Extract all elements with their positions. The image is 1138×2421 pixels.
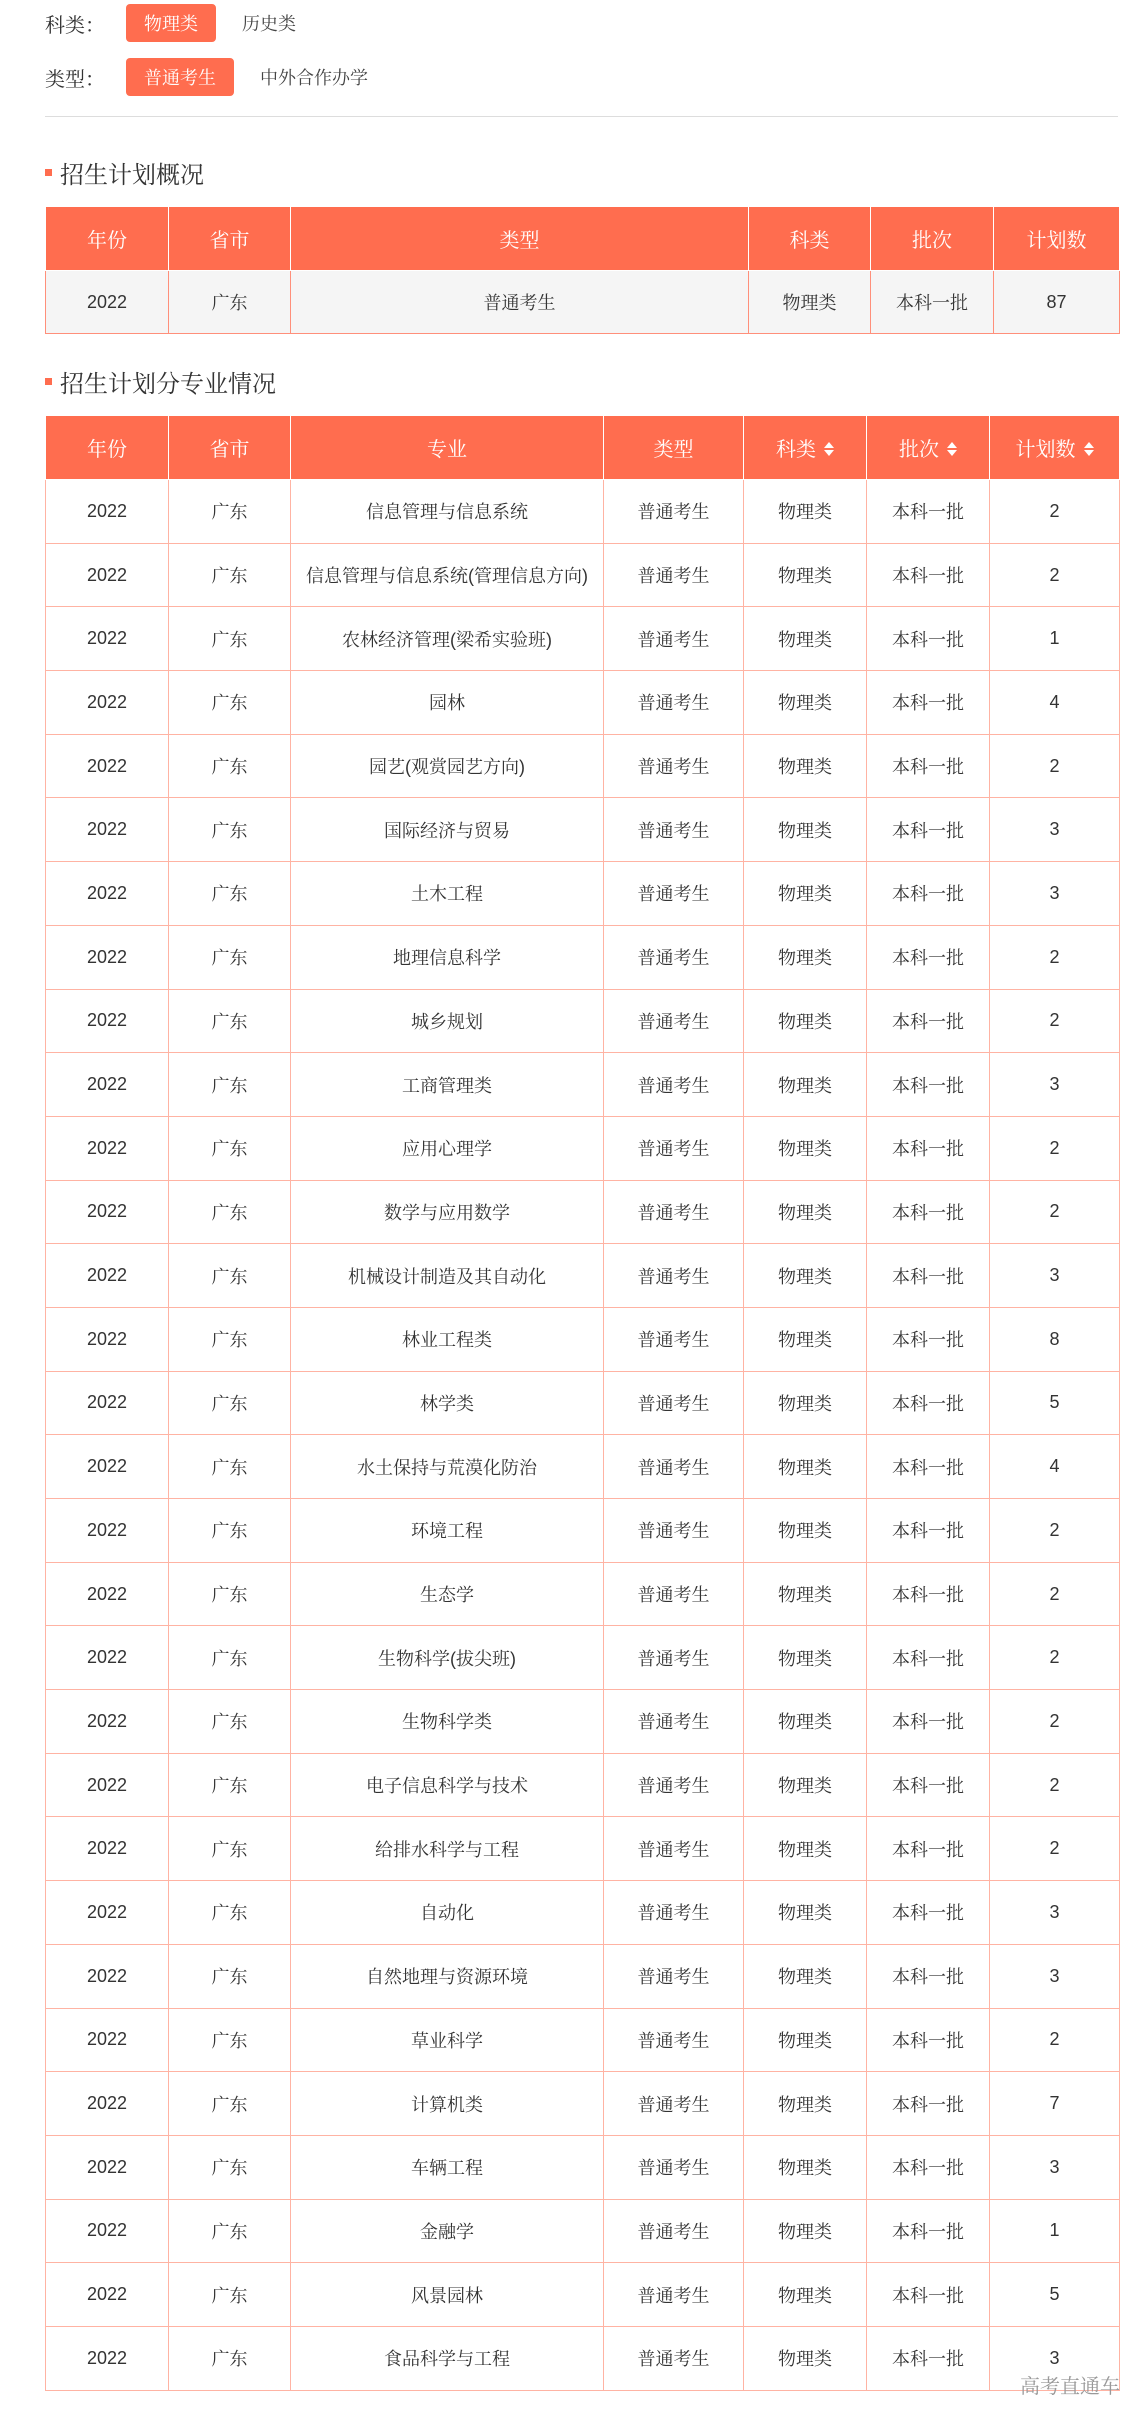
majors-header-label: 类型 [653, 439, 694, 461]
table-cell: 物理类 [744, 2135, 867, 2199]
table-cell: 普通考生 [604, 1371, 744, 1435]
table-cell: 4 [990, 1435, 1120, 1499]
table-cell: 普通考生 [604, 2199, 744, 2263]
table-cell: 广东 [169, 1817, 291, 1881]
table-cell: 普通考生 [604, 1499, 744, 1563]
table-cell: 2022 [46, 1817, 169, 1881]
table-cell: 2 [990, 1690, 1120, 1754]
table-cell: 机械设计制造及其自动化 [291, 1244, 604, 1308]
table-cell: 广东 [169, 1244, 291, 1308]
table-cell: 广东 [169, 1435, 291, 1499]
table-cell: 物理类 [744, 1371, 867, 1435]
table-row [46, 1690, 1120, 1754]
table-row [46, 1244, 1120, 1308]
table-cell: 本科一批 [867, 1435, 990, 1499]
table-cell: 广东 [169, 2008, 291, 2072]
majors-header-label: 专业 [427, 439, 467, 461]
overview-table [45, 206, 1120, 334]
majors-header-label: 批次 [899, 439, 939, 461]
table-cell: 2 [990, 480, 1120, 544]
table-cell: 本科一批 [867, 1499, 990, 1563]
majors-header-label: 科类 [776, 439, 816, 461]
table-cell: 普通考生 [604, 2263, 744, 2327]
table-cell: 2022 [46, 1307, 169, 1371]
majors-title-text: 招生计划分专业情况 [60, 371, 276, 398]
table-cell: 2022 [46, 1371, 169, 1435]
table-row [46, 925, 1120, 989]
table-cell: 应用心理学 [291, 1116, 604, 1180]
table-cell: 普通考生 [604, 2135, 744, 2199]
majors-header-label: 省市 [209, 439, 250, 461]
table-cell: 广东 [169, 1626, 291, 1690]
table-cell: 园林 [291, 671, 604, 735]
table-cell: 普通考生 [604, 1626, 744, 1690]
table-cell: 普通考生 [604, 798, 744, 862]
table-cell: 2022 [46, 2135, 169, 2199]
table-cell: 广东 [169, 480, 291, 544]
table-cell: 物理类 [744, 1435, 867, 1499]
table-cell: 普通考生 [604, 480, 744, 544]
table-cell: 物理类 [749, 271, 871, 334]
table-cell: 普通考生 [604, 862, 744, 926]
table-cell: 普通考生 [604, 543, 744, 607]
table-row [46, 2135, 1120, 2199]
table-cell: 2022 [46, 2326, 169, 2390]
table-cell: 2022 [46, 271, 169, 334]
table-cell: 普通考生 [604, 1881, 744, 1945]
table-cell: 自动化 [291, 1881, 604, 1945]
table-cell: 5 [990, 2263, 1120, 2327]
table-cell: 本科一批 [867, 1881, 990, 1945]
table-cell: 本科一批 [867, 480, 990, 544]
table-cell: 3 [990, 798, 1120, 862]
table-cell: 2 [990, 1116, 1120, 1180]
table-cell: 普通考生 [604, 734, 744, 798]
table-cell: 2022 [46, 1881, 169, 1945]
sort-arrows-icon[interactable] [824, 440, 834, 458]
overview-header-5 [994, 207, 1120, 271]
table-cell: 2 [990, 734, 1120, 798]
table-cell: 信息管理与信息系统(管理信息方向) [291, 543, 604, 607]
table-cell: 普通考生 [604, 671, 744, 735]
table-cell: 广东 [169, 1944, 291, 2008]
table-cell: 物理类 [744, 1626, 867, 1690]
overview-header-0 [46, 207, 169, 271]
table-row [46, 734, 1120, 798]
table-cell: 物理类 [744, 607, 867, 671]
table-cell: 本科一批 [867, 798, 990, 862]
table-cell: 土木工程 [291, 862, 604, 926]
table-row [46, 1307, 1120, 1371]
table-cell: 食品科学与工程 [291, 2326, 604, 2390]
table-cell: 林业工程类 [291, 1307, 604, 1371]
table-cell: 广东 [169, 1753, 291, 1817]
overview-header-3 [749, 207, 871, 271]
table-cell: 本科一批 [867, 2199, 990, 2263]
overview-header-4 [871, 207, 994, 271]
table-cell: 本科一批 [867, 1053, 990, 1117]
table-row [46, 1626, 1120, 1690]
table-cell: 本科一批 [867, 2326, 990, 2390]
table-cell: 普通考生 [604, 607, 744, 671]
table-cell: 本科一批 [867, 2135, 990, 2199]
table-cell: 普通考生 [604, 1180, 744, 1244]
table-cell: 广东 [169, 2135, 291, 2199]
table-cell: 普通考生 [604, 1944, 744, 2008]
table-row [46, 1116, 1120, 1180]
table-cell: 物理类 [744, 1116, 867, 1180]
table-cell: 物理类 [744, 1562, 867, 1626]
table-cell: 本科一批 [867, 925, 990, 989]
overview-header-label: 科类 [789, 230, 830, 252]
majors-header-3 [604, 416, 744, 480]
majors-header-6[interactable] [990, 416, 1120, 480]
table-cell: 1 [990, 607, 1120, 671]
table-cell: 环境工程 [291, 1499, 604, 1563]
table-cell: 广东 [169, 1499, 291, 1563]
table-cell: 普通考生 [604, 1753, 744, 1817]
table-cell: 4 [990, 671, 1120, 735]
overview-section-title [45, 155, 204, 190]
table-cell: 2022 [46, 2263, 169, 2327]
table-cell: 广东 [169, 925, 291, 989]
table-cell: 本科一批 [867, 1817, 990, 1881]
table-cell: 2022 [46, 480, 169, 544]
table-cell: 普通考生 [604, 925, 744, 989]
type-option-regular[interactable]: 普通考生 [126, 58, 234, 96]
table-cell: 普通考生 [291, 271, 749, 334]
table-cell: 2022 [46, 1944, 169, 2008]
majors-header-label: 年份 [87, 439, 127, 461]
table-cell: 物理类 [744, 1053, 867, 1117]
table-row [46, 271, 1120, 334]
table-cell: 广东 [169, 989, 291, 1053]
table-cell: 普通考生 [604, 989, 744, 1053]
table-row [46, 2199, 1120, 2263]
table-cell: 本科一批 [867, 989, 990, 1053]
table-row [46, 862, 1120, 926]
table-cell: 广东 [169, 2263, 291, 2327]
majors-header-5[interactable] [867, 416, 990, 480]
table-row [46, 989, 1120, 1053]
table-row [46, 671, 1120, 735]
table-cell: 2022 [46, 543, 169, 607]
majors-header-1 [169, 416, 291, 480]
overview-header-row [46, 207, 1120, 271]
table-cell: 自然地理与资源环境 [291, 1944, 604, 2008]
table-cell: 广东 [169, 1180, 291, 1244]
table-cell: 物理类 [744, 1180, 867, 1244]
subject-filter [45, 4, 322, 42]
table-cell: 广东 [169, 2199, 291, 2263]
table-cell: 2 [990, 1562, 1120, 1626]
majors-header-row [46, 416, 1120, 480]
table-cell: 生态学 [291, 1562, 604, 1626]
table-cell: 2 [990, 1626, 1120, 1690]
table-cell: 2022 [46, 734, 169, 798]
subject-option-history[interactable]: 历史类 [242, 14, 296, 34]
table-cell: 2022 [46, 798, 169, 862]
table-cell: 物理类 [744, 989, 867, 1053]
table-cell: 2022 [46, 1116, 169, 1180]
overview-header-2 [291, 207, 749, 271]
table-row [46, 480, 1120, 544]
table-cell: 本科一批 [871, 271, 994, 334]
table-cell: 物理类 [744, 543, 867, 607]
table-cell: 2022 [46, 607, 169, 671]
table-cell: 广东 [169, 2072, 291, 2136]
table-cell: 本科一批 [867, 734, 990, 798]
table-cell: 2022 [46, 925, 169, 989]
table-cell: 物理类 [744, 1244, 867, 1308]
table-row [46, 2072, 1120, 2136]
table-cell: 物理类 [744, 671, 867, 735]
table-cell: 本科一批 [867, 2008, 990, 2072]
table-cell: 5 [990, 1371, 1120, 1435]
table-row [46, 1881, 1120, 1945]
table-cell: 物理类 [744, 2072, 867, 2136]
table-cell: 本科一批 [867, 1944, 990, 2008]
table-cell: 广东 [169, 798, 291, 862]
table-cell: 2022 [46, 2008, 169, 2072]
overview-header-label: 省市 [209, 230, 250, 252]
table-cell: 2 [990, 2008, 1120, 2072]
table-cell: 园艺(观赏园艺方向) [291, 734, 604, 798]
table-cell: 林学类 [291, 1371, 604, 1435]
table-cell: 广东 [169, 1371, 291, 1435]
table-cell: 物理类 [744, 925, 867, 989]
table-cell: 本科一批 [867, 1626, 990, 1690]
overview-header-1 [169, 207, 291, 271]
table-cell: 87 [994, 271, 1120, 334]
overview-title-text: 招生计划概况 [60, 162, 204, 189]
table-cell: 普通考生 [604, 1116, 744, 1180]
table-row [46, 1371, 1120, 1435]
table-cell: 本科一批 [867, 2263, 990, 2327]
type-option-sino-foreign[interactable]: 中外合作办学 [260, 68, 368, 88]
table-cell: 2022 [46, 1753, 169, 1817]
table-cell: 广东 [169, 1053, 291, 1117]
overview-header-label: 批次 [912, 230, 952, 252]
table-cell: 广东 [169, 1116, 291, 1180]
table-cell: 物理类 [744, 1944, 867, 2008]
table-cell: 广东 [169, 543, 291, 607]
table-cell: 物理类 [744, 1499, 867, 1563]
table-cell: 物理类 [744, 2263, 867, 2327]
table-cell: 本科一批 [867, 671, 990, 735]
table-row [46, 1753, 1120, 1817]
table-cell: 2 [990, 925, 1120, 989]
table-cell: 2 [990, 1180, 1120, 1244]
table-cell: 物理类 [744, 862, 867, 926]
table-cell: 本科一批 [867, 1307, 990, 1371]
table-cell: 3 [990, 1244, 1120, 1308]
table-cell: 2 [990, 1753, 1120, 1817]
type-filter [45, 58, 394, 96]
majors-header-2 [291, 416, 604, 480]
majors-section-title [45, 364, 276, 399]
table-cell: 物理类 [744, 1817, 867, 1881]
table-cell: 2022 [46, 1499, 169, 1563]
filter-divider [45, 116, 1118, 117]
table-cell: 本科一批 [867, 1562, 990, 1626]
table-row [46, 1435, 1120, 1499]
table-cell: 2022 [46, 1626, 169, 1690]
table-row [46, 2263, 1120, 2327]
majors-table [45, 415, 1120, 2391]
table-cell: 2022 [46, 1053, 169, 1117]
table-cell: 物理类 [744, 1881, 867, 1945]
watermark: 高考直通车 [1020, 2376, 1120, 2398]
majors-header-label: 计划数 [1015, 439, 1076, 461]
table-cell: 3 [990, 2326, 1120, 2390]
table-row [46, 607, 1120, 671]
table-cell: 广东 [169, 607, 291, 671]
section-marker-icon [45, 169, 52, 176]
table-cell: 本科一批 [867, 1244, 990, 1308]
table-cell: 国际经济与贸易 [291, 798, 604, 862]
table-cell: 3 [990, 1944, 1120, 2008]
table-cell: 3 [990, 1053, 1120, 1117]
table-cell: 8 [990, 1307, 1120, 1371]
table-row [46, 2008, 1120, 2072]
table-row [46, 1053, 1120, 1117]
majors-header-4[interactable] [744, 416, 867, 480]
table-cell: 信息管理与信息系统 [291, 480, 604, 544]
table-cell: 普通考生 [604, 1307, 744, 1371]
table-cell: 广东 [169, 671, 291, 735]
table-row [46, 1499, 1120, 1563]
table-row [46, 1180, 1120, 1244]
table-cell: 3 [990, 862, 1120, 926]
table-cell: 2 [990, 989, 1120, 1053]
overview-header-label: 类型 [499, 230, 540, 252]
table-cell: 2022 [46, 2072, 169, 2136]
table-cell: 广东 [169, 862, 291, 926]
table-cell: 车辆工程 [291, 2135, 604, 2199]
table-cell: 2022 [46, 1244, 169, 1308]
table-cell: 物理类 [744, 2008, 867, 2072]
table-cell: 本科一批 [867, 1690, 990, 1754]
table-cell: 2 [990, 543, 1120, 607]
table-cell: 本科一批 [867, 1753, 990, 1817]
table-cell: 广东 [169, 1881, 291, 1945]
table-row [46, 1817, 1120, 1881]
table-cell: 农林经济管理(梁希实验班) [291, 607, 604, 671]
table-cell: 给排水科学与工程 [291, 1817, 604, 1881]
subject-filter-label: 科类： [45, 14, 105, 37]
table-row [46, 798, 1120, 862]
table-cell: 物理类 [744, 480, 867, 544]
overview-header-label: 计划数 [1026, 230, 1087, 252]
table-cell: 计算机类 [291, 2072, 604, 2136]
table-cell: 本科一批 [867, 1116, 990, 1180]
table-cell: 物理类 [744, 1307, 867, 1371]
table-cell: 普通考生 [604, 2072, 744, 2136]
table-cell: 生物科学类 [291, 1690, 604, 1754]
table-cell: 普通考生 [604, 1435, 744, 1499]
section-marker-icon [45, 378, 52, 385]
table-cell: 草业科学 [291, 2008, 604, 2072]
table-cell: 3 [990, 1881, 1120, 1945]
majors-header-0 [46, 416, 169, 480]
table-cell: 物理类 [744, 2199, 867, 2263]
table-cell: 物理类 [744, 734, 867, 798]
table-cell: 普通考生 [604, 1562, 744, 1626]
table-cell: 物理类 [744, 798, 867, 862]
table-cell: 本科一批 [867, 2072, 990, 2136]
table-cell: 2022 [46, 1690, 169, 1754]
table-cell: 生物科学(拔尖班) [291, 1626, 604, 1690]
type-filter-label: 类型： [45, 68, 105, 91]
subject-option-physics[interactable]: 物理类 [126, 4, 216, 42]
table-cell: 2022 [46, 989, 169, 1053]
table-cell: 2022 [46, 1562, 169, 1626]
table-cell: 普通考生 [604, 2008, 744, 2072]
table-cell: 普通考生 [604, 1053, 744, 1117]
table-cell: 本科一批 [867, 607, 990, 671]
table-cell: 广东 [169, 1562, 291, 1626]
table-cell: 广东 [169, 1690, 291, 1754]
overview-header-label: 年份 [87, 230, 127, 252]
table-cell: 广东 [169, 734, 291, 798]
sort-arrows-icon[interactable] [947, 440, 957, 458]
table-cell: 2022 [46, 1435, 169, 1499]
table-cell: 3 [990, 2135, 1120, 2199]
table-cell: 本科一批 [867, 543, 990, 607]
table-cell: 城乡规划 [291, 989, 604, 1053]
table-cell: 2022 [46, 862, 169, 926]
table-cell: 本科一批 [867, 1371, 990, 1435]
table-cell: 2022 [46, 671, 169, 735]
table-cell: 普通考生 [604, 1690, 744, 1754]
table-cell: 广东 [169, 271, 291, 334]
table-cell: 2022 [46, 1180, 169, 1244]
table-cell: 普通考生 [604, 1244, 744, 1308]
table-row [46, 2326, 1120, 2390]
table-cell: 本科一批 [867, 862, 990, 926]
table-cell: 2 [990, 1817, 1120, 1881]
table-cell: 电子信息科学与技术 [291, 1753, 604, 1817]
table-row [46, 543, 1120, 607]
table-cell: 2 [990, 1499, 1120, 1563]
table-cell: 数学与应用数学 [291, 1180, 604, 1244]
table-cell: 本科一批 [867, 1180, 990, 1244]
table-cell: 普通考生 [604, 2326, 744, 2390]
table-cell: 风景园林 [291, 2263, 604, 2327]
table-cell: 物理类 [744, 2326, 867, 2390]
table-cell: 普通考生 [604, 1817, 744, 1881]
table-cell: 地理信息科学 [291, 925, 604, 989]
table-cell: 广东 [169, 1307, 291, 1371]
table-cell: 7 [990, 2072, 1120, 2136]
table-cell: 物理类 [744, 1753, 867, 1817]
table-cell: 工商管理类 [291, 1053, 604, 1117]
table-row [46, 1562, 1120, 1626]
table-cell: 金融学 [291, 2199, 604, 2263]
table-cell: 1 [990, 2199, 1120, 2263]
table-cell: 物理类 [744, 1690, 867, 1754]
table-cell: 2022 [46, 2199, 169, 2263]
sort-arrows-icon[interactable] [1084, 440, 1094, 458]
table-cell: 广东 [169, 2326, 291, 2390]
table-row [46, 1944, 1120, 2008]
table-cell: 水土保持与荒漠化防治 [291, 1435, 604, 1499]
